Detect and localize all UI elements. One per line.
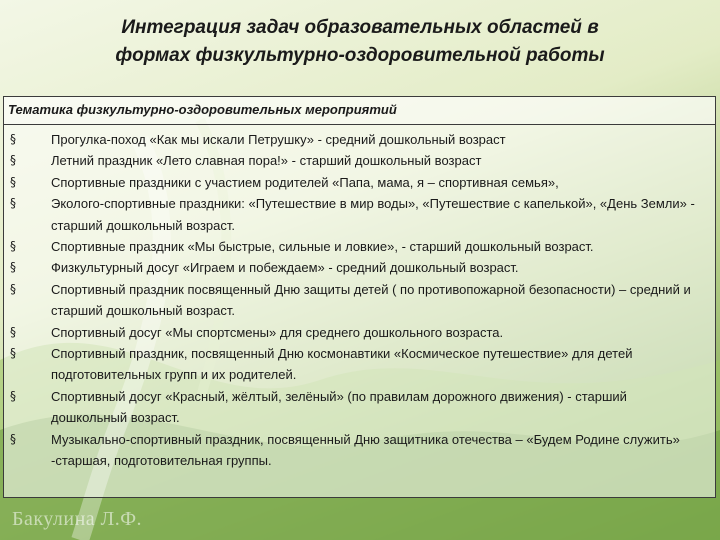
bullet-icon: § [10, 346, 16, 361]
bullet-icon: § [10, 132, 16, 146]
list-item-text: Спортивный праздник, посвященный Дню космонавтики «Космическое путешествие» для детей подготовительных групп и их родителей. [51, 346, 633, 383]
list-item-text: Спортивный досуг «Красный, жёлтый, зелёный» (по правилам дорожного движения) - старший дошкольный возраст. [51, 388, 627, 426]
title-line-2: формах физкультурно-оздоровительной работы [115, 45, 605, 66]
list-item [4, 236, 715, 257]
list-item [4, 343, 715, 386]
list-item-text: Музыкально-спортивный праздник, посвященный Дню защитника отечества – «Будем Родине служить» -старшая, подготовительная группы. [51, 431, 680, 469]
list-item [4, 386, 715, 429]
list-item-text: Спортивный праздник посвященный Дню защиты детей ( по противопожарной безопасности) – средний и старший дошкольный возраст. [51, 281, 691, 319]
bullet-icon: § [10, 174, 16, 189]
bullet-icon: § [10, 431, 16, 446]
bullet-icon: § [10, 388, 16, 403]
bullet-icon: § [10, 281, 16, 296]
events-list [4, 125, 715, 472]
list-item [4, 279, 715, 322]
list-item [4, 150, 715, 171]
list-item [4, 193, 715, 236]
page-title [40, 14, 680, 70]
events-table [3, 96, 716, 498]
bullet-icon: § [10, 196, 16, 211]
list-item [4, 429, 715, 472]
table-heading: Тематика физкультурно-оздоровительных мероприятий [4, 97, 715, 125]
list-item-text: Прогулка-поход «Как мы искали Петрушку» - средний дошкольный возраст [51, 132, 506, 147]
list-item [4, 322, 715, 343]
bullet-icon: § [10, 324, 16, 339]
bullet-icon: § [10, 153, 16, 168]
author-signature: Бакулина Л.Ф. [12, 508, 143, 530]
title-line-1: Интеграция задач образовательных областей в [121, 17, 599, 38]
list-item-text: Эколого-спортивные праздники: «Путешествие в мир воды», «Путешествие с капелькой», «День Земли» - старший дошкольный возраст. [51, 196, 695, 233]
list-item-text: Спортивные праздники с участием родителей «Папа, мама, я – спортивная семья», [51, 174, 559, 190]
list-item [4, 257, 715, 278]
list-item-text: Спортивные праздник «Мы быстрые, сильные и ловкие», - старший дошкольный возраст. [51, 239, 594, 255]
list-item [4, 172, 715, 193]
list-item-text: Физкультурный досуг «Играем и побеждаем» - средний дошкольный возраст. [51, 260, 519, 276]
list-item [4, 129, 715, 150]
bullet-icon: § [10, 260, 16, 275]
bullet-icon: § [10, 239, 16, 254]
list-item-text: Летний праздник «Лето славная пора!» - старший дошкольный возраст [51, 153, 482, 169]
list-item-text: Спортивный досуг «Мы спортсмены» для среднего дошкольного возраста. [51, 324, 504, 340]
